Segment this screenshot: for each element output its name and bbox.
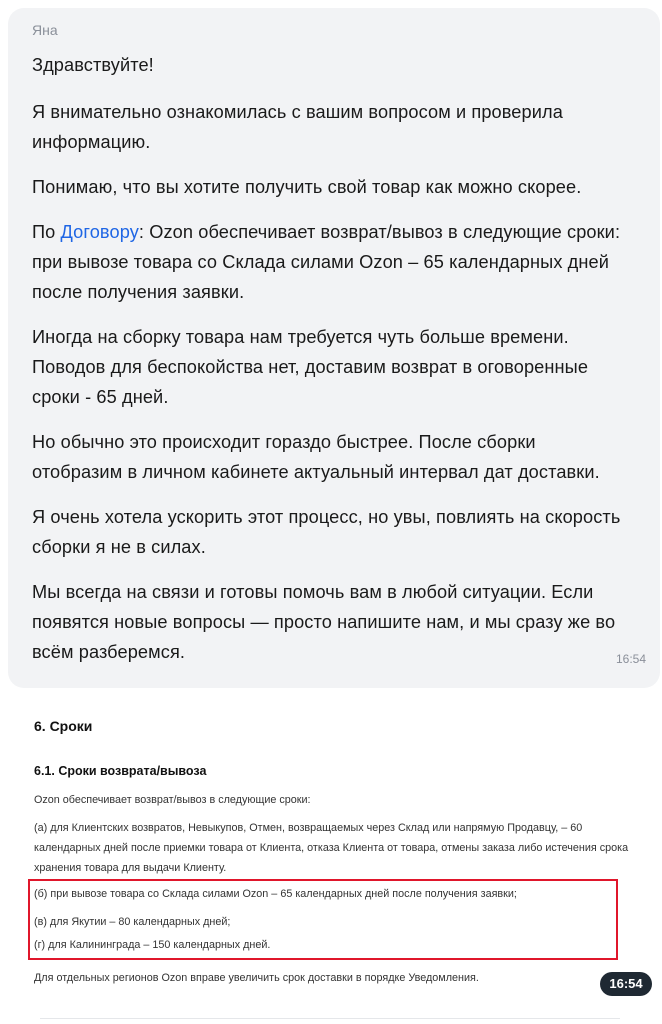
message-paragraph-2: Понимаю, что вы хотите получить свой товар как можно скорее. — [32, 177, 582, 197]
doc-item-g: (г) для Калининграда – 150 календарных дней. — [34, 939, 271, 951]
doc-item-b: (б) при вывозе товара со Склада силами Ozon – 65 календарных дней после получения заявки; — [34, 888, 517, 900]
paragraph-3-suffix: : Ozon обеспечивает возврат/вывоз в следующие сроки: при вывозе товара со Склада силами Ozon – 65 календарных дней после получения заявки. — [32, 222, 621, 302]
doc-heading: 6. Сроки — [34, 718, 93, 734]
highlight-box — [28, 879, 618, 960]
attachment-image[interactable] — [0, 690, 662, 1024]
message-timestamp: 16:54 — [615, 652, 646, 666]
doc-footer: Для отдельных регионов Ozon вправе увеличить срок доставки в порядке Уведомления. — [34, 972, 479, 984]
doc-intro: Ozon обеспечивает возврат/вывоз в следующие сроки: — [34, 794, 311, 806]
doc-item-v: (в) для Якутии – 80 календарных дней; — [34, 916, 231, 928]
message-paragraph-4: Иногда на сборку товара нам требуется чуть больше времени. Поводов для беспокойства нет, доставим возврат в оговоренные сроки - 65 дней. — [32, 327, 589, 407]
message-greeting: Здравствуйте! — [32, 55, 154, 75]
message-paragraph-6: Я очень хотела ускорить этот процесс, но увы, повлиять на скорость сборки я не в силах. — [32, 507, 621, 557]
message-paragraph-5: Но обычно это происходит гораздо быстрее. После сборки отобразим в личном кабинете актуальный интервал дат доставки. — [32, 432, 600, 482]
message-bubble — [8, 8, 660, 688]
sender-name: Яна — [32, 22, 58, 38]
doc-item-a: (а) для Клиентских возвратов, Невыкупов, Отмен, возвращаемых через Склад или напрямую Продавцу, – 60 календарных дней после приемки товара от Клиента, отказа Клиента от товара, отмены заказа либо истечения срока хранения товара для выдачи Клиенту. — [34, 822, 629, 874]
doc-subheading: 6.1. Сроки возврата/вывоза — [34, 764, 207, 778]
paragraph-3-prefix: По — [32, 222, 61, 242]
attachment-timestamp: 16:54 — [600, 972, 652, 996]
message-paragraph-1: Я внимательно ознакомилась с вашим вопросом и проверила информацию. — [32, 102, 563, 152]
divider — [40, 1018, 620, 1019]
contract-link[interactable]: Договору — [60, 222, 139, 242]
message-paragraph-7: Мы всегда на связи и готовы помочь вам в любой ситуации. Если появятся новые вопросы — просто напишите нам, и мы сразу же во всём разберемся. — [32, 582, 616, 662]
message-paragraph-3 — [32, 217, 630, 307]
